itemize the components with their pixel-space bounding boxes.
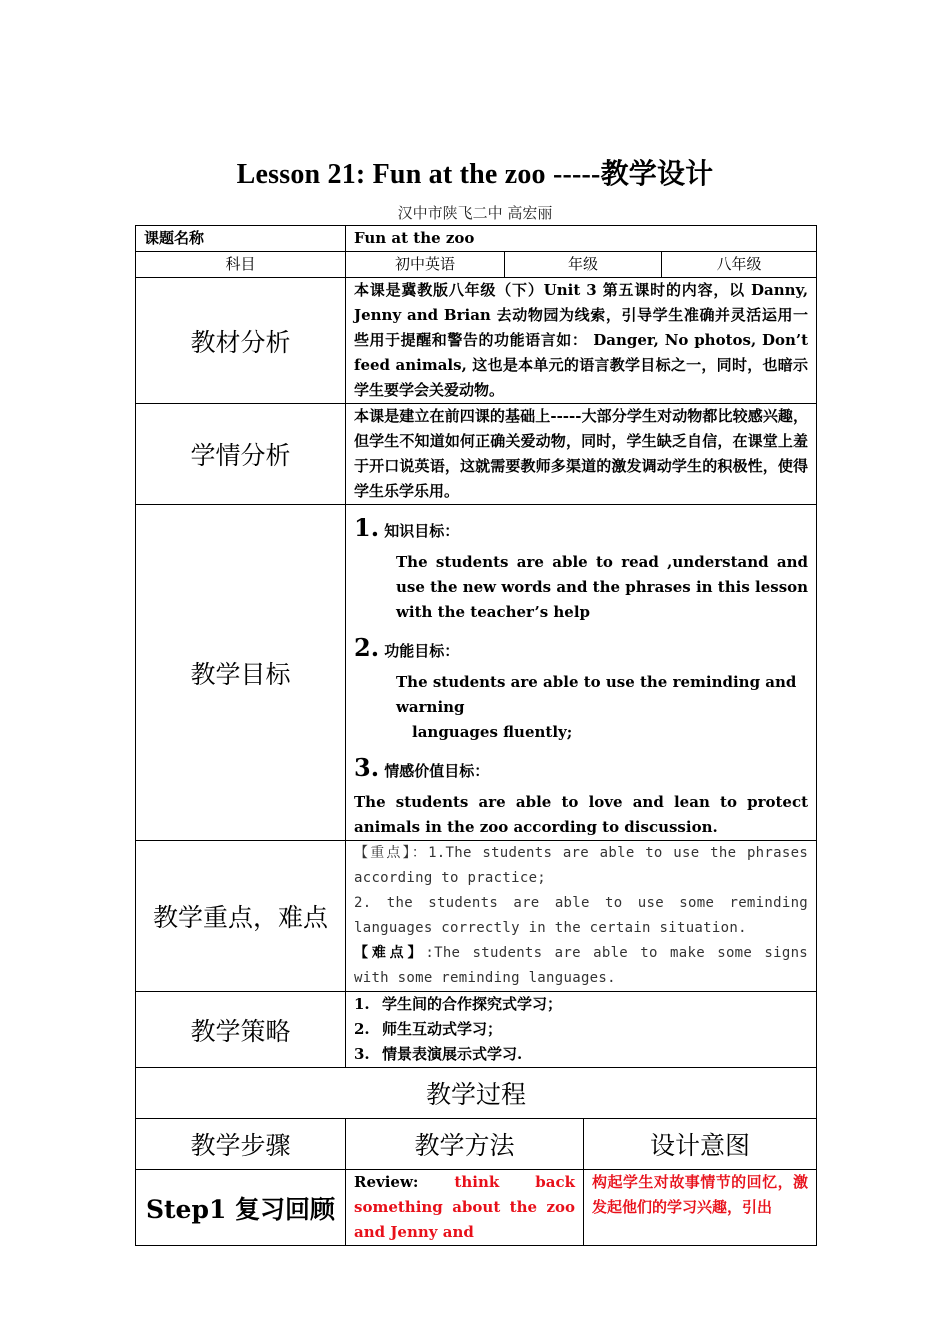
strategy-item: 1. 学生间的合作探究式学习； (354, 995, 563, 1013)
lesson-name-value: Fun at the zoo (346, 226, 817, 252)
goal-1-text: The students are able to read ,understand and use the new words and the phrases in this lesson with the teacher’s help (396, 553, 809, 621)
row-strategy (136, 992, 817, 1068)
grade-label: 年级 (505, 252, 662, 278)
row-material (136, 278, 817, 404)
goal-2-text: The students are able to use the reminding and warning languages fluently; (396, 673, 797, 741)
key-point-text-2: 2. the students are able to use some reminding languages correctly in the certain situation. (354, 895, 809, 936)
document-title: Lesson 21: Fun at the zoo -----教学设计 (236, 159, 714, 190)
strategy-item: 2. 师生互动式学习； (354, 1020, 503, 1038)
step1-method: Review: think back something about the zoo and Jenny and (346, 1170, 584, 1246)
grade-value: 八年级 (662, 252, 817, 278)
strategy-list (346, 992, 817, 1068)
author-line: 汉中市陕飞二中 高宏丽 (397, 204, 553, 222)
row-lesson-name (136, 226, 817, 252)
goal-3-heading: 3. 情感价值目标： (354, 753, 490, 782)
key-point-text: 【重点】：1.The students are able to use the phrases according to practice; (354, 845, 809, 886)
students-label: 学情分析 (136, 404, 346, 505)
subject-label: 科目 (136, 252, 346, 278)
row-subject (136, 252, 817, 278)
difficulty-text: 【难点】:The students are able to make some signs with some reminding languages. (354, 945, 809, 986)
lesson-name-label: 课题名称 (136, 226, 346, 252)
col-intent-header: 设计意图 (584, 1119, 817, 1170)
step1-name: Step1 复习回顾 (136, 1170, 346, 1246)
process-title: 教学过程 (136, 1068, 817, 1119)
lesson-plan-table (135, 225, 817, 1246)
col-step-header: 教学步骤 (136, 1119, 346, 1170)
students-text: 本课是建立在前四课的基础上-----大部分学生对动物都比较感兴趣，但学生不知道如何正确关爱动物，同时，学生缺乏自信，在课堂上羞于开口说英语，这就需要教师多渠道的激发调动学生的积极性，使得学生乐学乐用。 (346, 404, 817, 505)
goals-label: 教学目标 (136, 505, 346, 841)
goal-3-text: The students are able to love and lean to protect animals in the zoo according to discussion. (354, 793, 809, 836)
material-text: 本课是冀教版八年级（下）Unit 3 第五课时的内容，以 Danny, Jenny and Brian 去动物园为线索，引导学生准确并灵活运用一些用于提醒和警告的功能语言如： Danger, No photos, Don’t feed animals, 这也是本单元的语言教学目标之一，同时，也暗示学生要学会关爱动物。 (346, 278, 817, 404)
row-goals (136, 505, 817, 841)
row-key-points (136, 841, 817, 992)
key-points-label: 教学重点，难点 (136, 841, 346, 992)
strategy-item: 3. 情景表演展示式学习. (354, 1045, 523, 1063)
row-process-header (136, 1119, 817, 1170)
goal-2-heading: 2. 功能目标： (354, 633, 460, 662)
row-students (136, 404, 817, 505)
key-points-content (346, 841, 817, 992)
material-label: 教材分析 (136, 278, 346, 404)
step1-intent: 构起学生对故事情节的回忆，激发起他们的学习兴趣，引出 (584, 1170, 817, 1246)
row-process-title (136, 1068, 817, 1119)
row-step1 (136, 1170, 817, 1246)
strategy-label: 教学策略 (136, 992, 346, 1068)
col-method-header: 教学方法 (346, 1119, 584, 1170)
subject-value: 初中英语 (346, 252, 505, 278)
goal-1-heading: 1. 知识目标： (354, 513, 460, 542)
goals-content (346, 505, 817, 841)
